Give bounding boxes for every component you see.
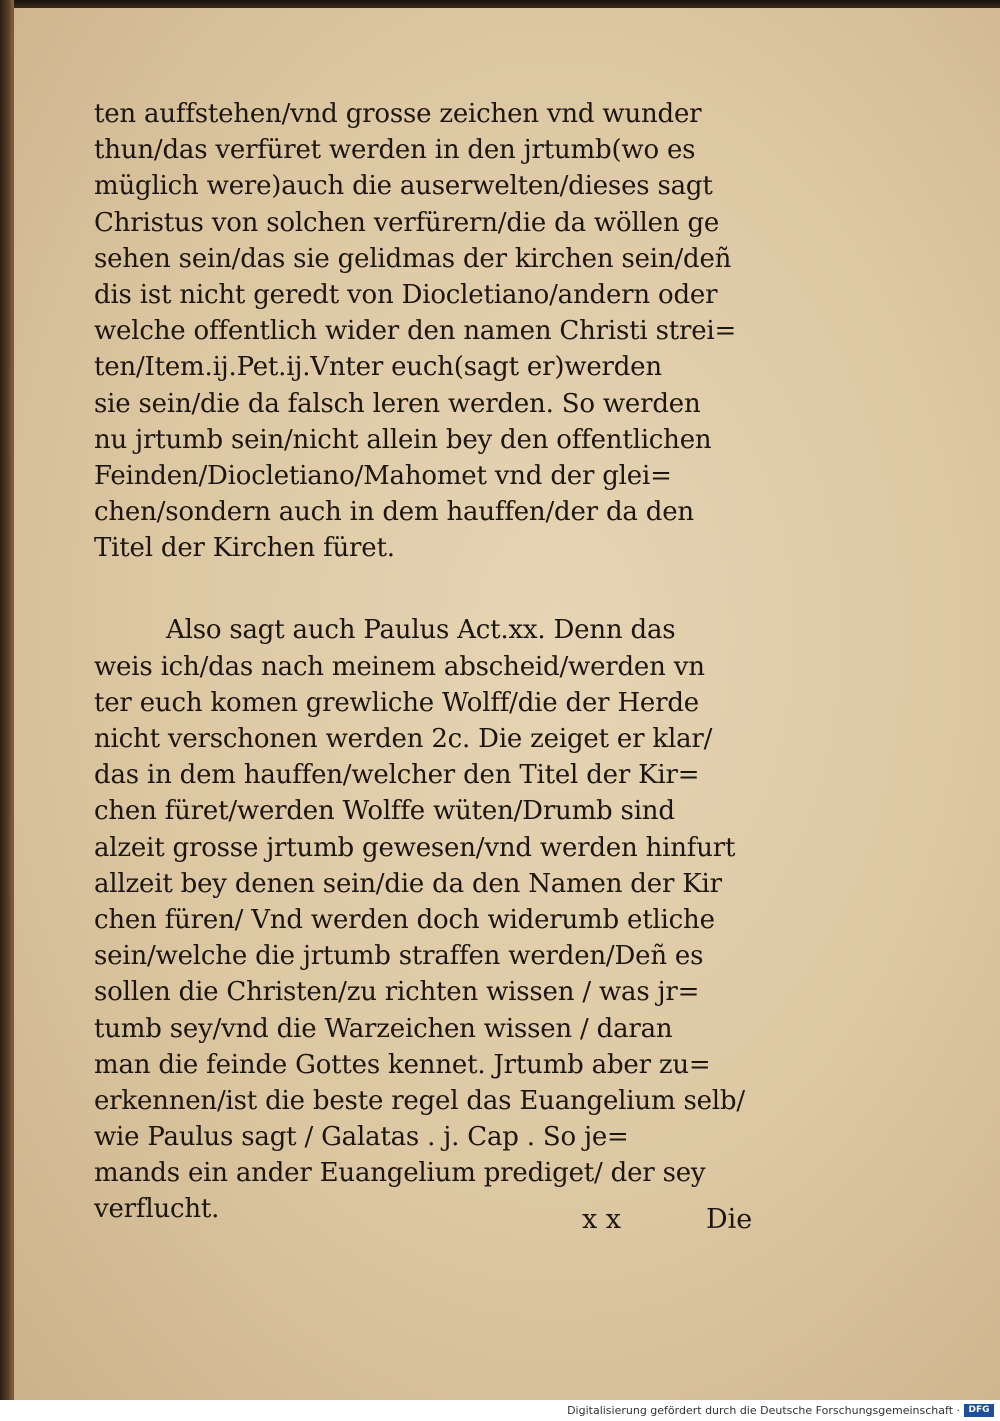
paper-page xyxy=(12,8,1000,1400)
footer-credit: Digitalisierung gefördert durch die Deutsche Forschungsgemeinschaft · xyxy=(567,1404,960,1417)
paragraph-gap xyxy=(94,566,794,612)
text-line: sehen sein/das sie gelidmas der kirchen sein/deñ xyxy=(94,243,732,274)
text-line: thun/das verfüret werden in den jrtumb(wo es xyxy=(94,135,696,166)
paragraph-2 xyxy=(94,612,794,1227)
text-line: Christus von solchen verfürern/die da wöllen ge xyxy=(94,207,720,238)
text-line: müglich were)auch die auserwelten/dieses sagt xyxy=(94,171,713,202)
text-line: dis ist nicht geredt von Diocletiano/andern oder xyxy=(94,279,718,310)
text-line: welche offentlich wider den namen Christi strei= xyxy=(94,316,737,347)
paragraph-1 xyxy=(94,96,794,566)
digitization-footer xyxy=(0,1400,1000,1421)
text-line: wie Paulus sagt / Galatas . j. Cap . So je= xyxy=(94,1122,629,1153)
text-line: sein/welche die jrtumb straffen werden/Deñ es xyxy=(94,941,704,972)
signature-mark: x x xyxy=(582,1204,622,1235)
text-line: allzeit bey denen sein/die da den Namen der Kir xyxy=(94,868,722,899)
text-line: Also sagt auch Paulus Act.xx. Denn das xyxy=(166,615,676,646)
text-line: man die feinde Gottes kennet. Jrtumb aber zu= xyxy=(94,1049,711,1080)
page-bottom-marks xyxy=(14,1204,1000,1244)
text-line: mands ein ander Euangelium prediget/ der sey xyxy=(94,1158,706,1189)
text-line: verflucht. xyxy=(94,1194,220,1225)
text-line: ter euch komen grewliche Wolff/die der Herde xyxy=(94,687,699,718)
catchword: Die xyxy=(706,1204,753,1235)
text-line: chen füren/ Vnd werden doch widerumb etliche xyxy=(94,904,715,935)
text-line: Feinden/Diocletiano/Mahomet vnd der glei= xyxy=(94,460,672,491)
text-line: erkennen/ist die beste regel das Euangelium selb/ xyxy=(94,1085,745,1116)
text-line: das in dem hauffen/welcher den Titel der Kir= xyxy=(94,760,700,791)
text-line: ten auffstehen/vnd grosse zeichen vnd wunder xyxy=(94,99,702,129)
text-line: nu jrtumb sein/nicht allein bey den offentlichen xyxy=(94,424,712,455)
text-line: weis ich/das nach meinem abscheid/werden vn xyxy=(94,651,705,682)
dfg-logo-icon: DFG xyxy=(964,1404,994,1417)
text-line: tumb sey/vnd die Warzeichen wissen / daran xyxy=(94,1013,673,1044)
body-text xyxy=(94,96,794,1228)
text-line: nicht verschonen werden 2c. Die zeiget er klar/ xyxy=(94,724,713,754)
text-line: chen füret/werden Wolffe wüten/Drumb sind xyxy=(94,796,675,827)
text-line: Titel der Kirchen füret. xyxy=(94,533,395,564)
text-line: sie sein/die da falsch leren werden. So werden xyxy=(94,388,701,419)
text-line: ten/Item.ij.Pet.ij.Vnter euch(sagt er)werden xyxy=(94,352,662,383)
text-line: sollen die Christen/zu richten wissen / was jr= xyxy=(94,977,700,1008)
text-line: chen/sondern auch in dem hauffen/der da den xyxy=(94,497,694,528)
text-line: alzeit grosse jrtumb gewesen/vnd werden hinfurt xyxy=(94,832,736,863)
